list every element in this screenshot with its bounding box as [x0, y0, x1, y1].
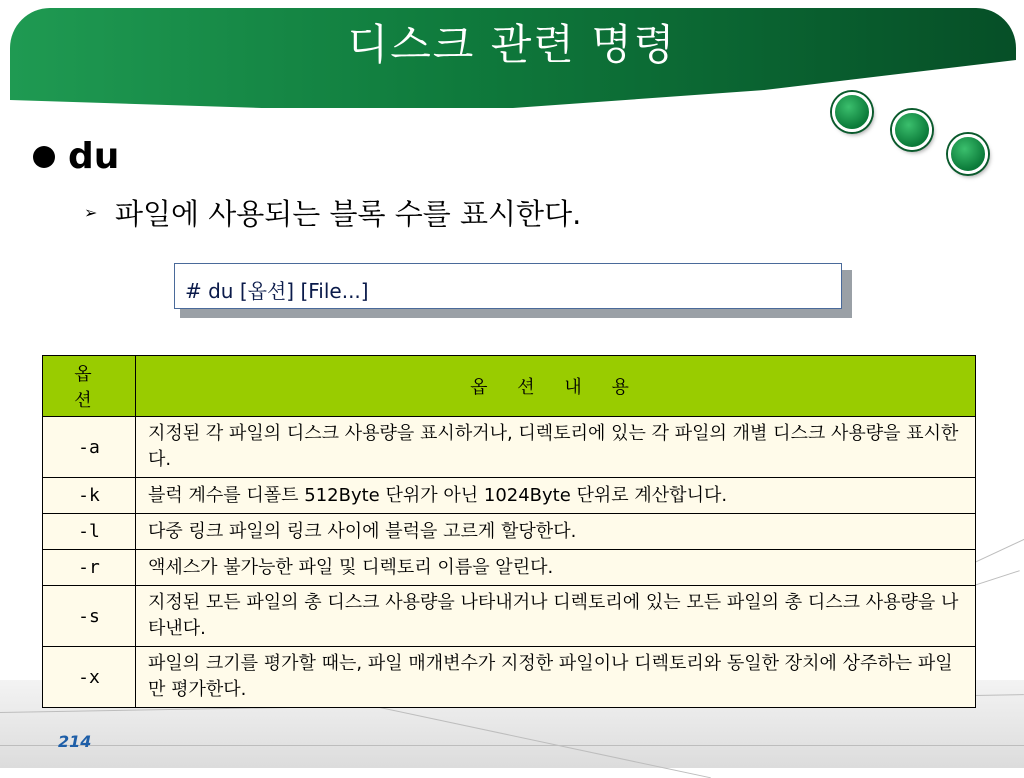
option-cell: -x — [43, 647, 136, 708]
bullet-heading: du — [68, 136, 120, 177]
command-syntax: # du [옵션] [File...] — [185, 279, 369, 303]
header-description: 옵 션 내 용 — [136, 356, 976, 417]
decorative-circle — [832, 92, 872, 132]
description-cell: 지정된 모든 파일의 총 디스크 사용량을 나타내거나 디렉토리에 있는 모든 파일의 총 디스크 사용량을 나타낸다. — [136, 586, 976, 647]
table-row — [43, 478, 976, 514]
table-row — [43, 647, 976, 708]
option-cell: -r — [43, 550, 136, 586]
page-number: 214 — [58, 732, 92, 751]
option-cell: -l — [43, 514, 136, 550]
floor-line — [0, 745, 1024, 746]
description-cell: 액세스가 불가능한 파일 및 디렉토리 이름을 알린다. — [136, 550, 976, 586]
table-row — [43, 550, 976, 586]
slide-title: 디스크 관련 명령 — [347, 20, 677, 69]
description-cell: 지정된 각 파일의 디스크 사용량을 표시하거나, 디렉토리에 있는 각 파일의 개별 디스크 사용량을 표시한다. — [136, 417, 976, 478]
option-cell: -s — [43, 586, 136, 647]
decorative-circle — [892, 110, 932, 150]
sub-bullet-text: 파일에 사용되는 블록 수를 표시한다. — [115, 197, 582, 231]
table-row — [43, 417, 976, 478]
description-cell: 파일의 크기를 평가할 때는, 파일 매개변수가 지정한 파일이나 디렉토리와 동일한 장치에 상주하는 파일만 평가한다. — [136, 647, 976, 708]
option-cell: -k — [43, 478, 136, 514]
option-cell: -a — [43, 417, 136, 478]
description-cell: 다중 링크 파일의 링크 사이에 블럭을 고르게 할당한다. — [136, 514, 976, 550]
description-cell: 블럭 계수를 디폴트 512Byte 단위가 아닌 1024Byte 단위로 계산합니다. — [136, 478, 976, 514]
options-table — [42, 355, 976, 708]
header-option: 옵 션 — [43, 356, 136, 417]
table-row — [43, 586, 976, 647]
table-header-row — [43, 356, 976, 417]
command-box — [174, 263, 842, 309]
decorative-circle — [948, 134, 988, 174]
table-row — [43, 514, 976, 550]
arrow-bullet-icon: ➢ — [84, 203, 98, 222]
bullet-dot-icon — [33, 146, 55, 168]
